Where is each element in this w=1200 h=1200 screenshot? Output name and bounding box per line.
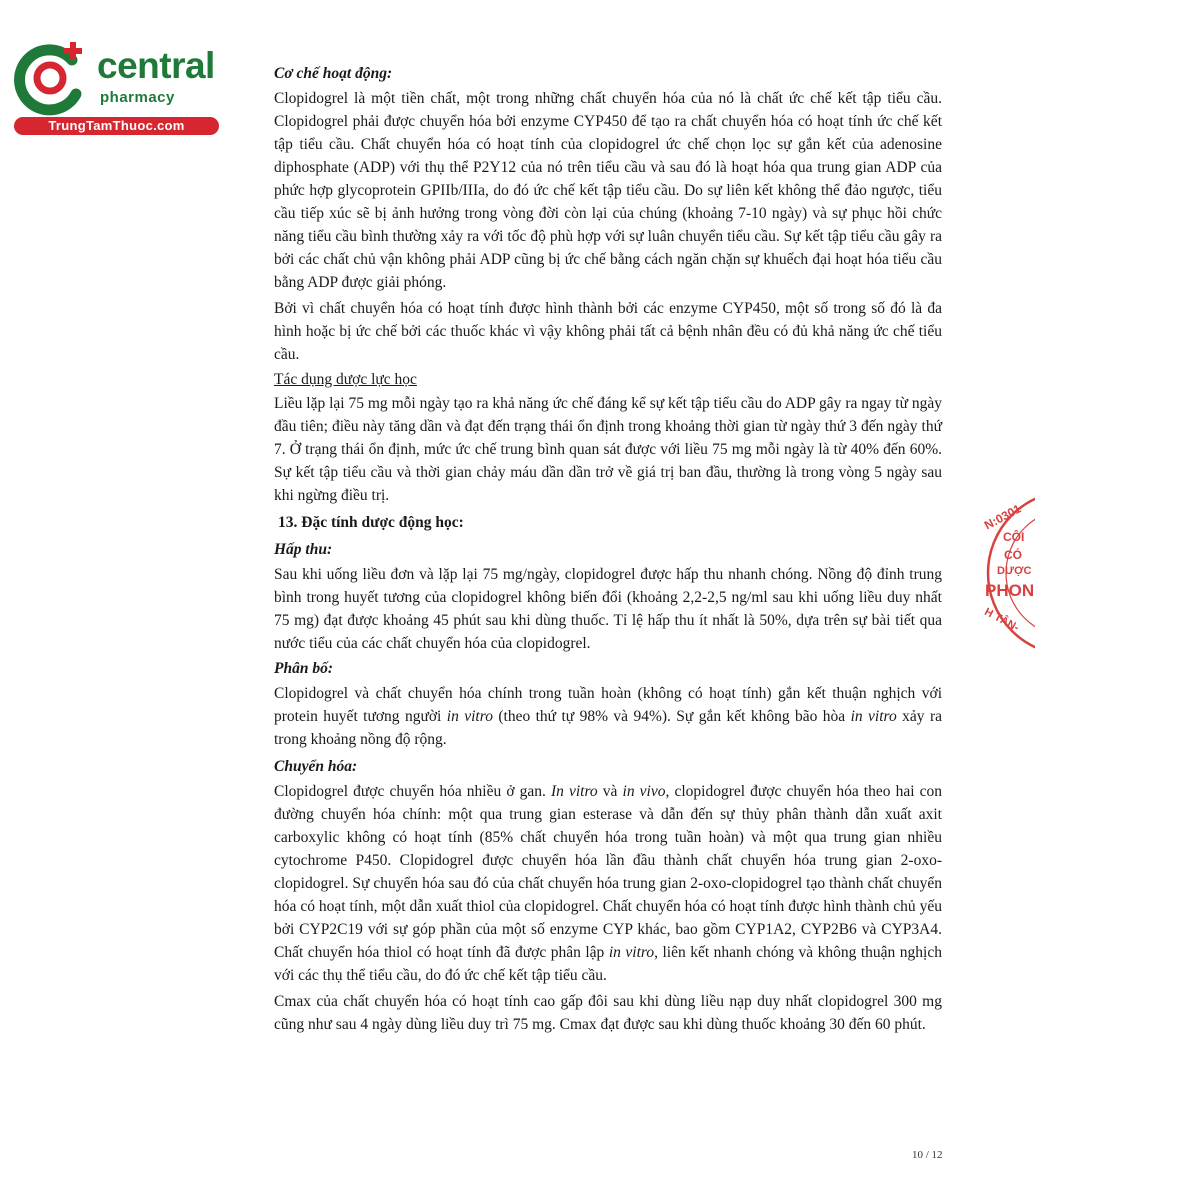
company-stamp-fragment [975, 488, 1035, 658]
logo-brand: central [97, 45, 215, 86]
stamp-text-5: PHON [985, 581, 1035, 600]
logo-subtitle: pharmacy [100, 89, 175, 106]
mechanism-heading: Cơ chế hoạt động: [274, 65, 393, 82]
absorption-paragraph: Sau khi uống liều đơn và lặp lại 75 mg/ngày, clopidogrel được hấp thu nhanh chóng. Nồng độ đỉnh trung bình trong huyết tương của clopidogrel không biến đổi (khoảng 2,2-2,5 ng/ml sau khi uống liều duy nhất 75 mg) đạt được khoảng 45 phút sau khi dùng thuốc. Tỉ lệ hấp thu ít nhất là 50%, dựa trên sự bài tiết qua nước tiểu của các chất chuyển hóa của clopidogrel. [274, 566, 942, 652]
metabolism-paragraph: Clopidogrel được chuyển hóa nhiều ở gan. In vitro và in vivo, clopidogrel được chuyển hóa theo hai con đường chuyển hóa chính: một qua trung gian esterase và dẫn đến sự thủy phân thành dẫn xuất axit carboxylic không có hoạt tính (85% chất chuyển hóa trong tuần hoàn) và một qua trung gian nhiều cytochrome P450. Clopidogrel được chuyển hóa lần đầu thành chất chuyển hóa trung gian 2-oxo-clopidogrel. Sự chuyển hóa sau đó của chất chuyển hóa trung gian 2-oxo-clopidogrel tạo thành chất chuyển hóa có hoạt tính, một dẫn xuất thiol của clopidogrel. Chất chuyển hóa có hoạt tính được hình thành chủ yếu bởi CYP2C19 với sự góp phần của một số enzyme CYP khác, bao gồm CYP1A2, CYP2B6 và CYP3A4. Chất chuyển hóa thiol có hoạt tính đã được phân lập in vitro, liên kết nhanh chóng và không thuận nghịch với các thụ thể tiểu cầu, do đó ức chế kết tập tiểu cầu. [274, 783, 942, 984]
mechanism-paragraph-1: Clopidogrel là một tiền chất, một trong những chất chuyển hóa của nó là chất ức chế kết tập tiểu cầu. Clopidogrel phải được chuyển hóa bởi enzyme CYP450 để tạo ra chất chuyển hóa có hoạt tính ức chế kết tập tiểu cầu. Chất chuyển hóa có hoạt tính của clopidogrel ức chế chọn lọc sự gắn kết của adenosine diphosphate (ADP) với thụ thể P2Y12 của nó trên tiểu cầu và sau đó là hoạt hóa qua trung gian ADP của phức hợp glycoprotein GPIIb/IIIa, do đó ức chế kết tập tiểu cầu. Do sự liên kết không thể đảo ngược, tiểu cầu tiếp xúc sẽ bị ảnh hưởng trong vòng đời còn lại của chúng (khoảng 7-10 ngày) và sự phục hồi chức năng tiểu cầu bình thường xảy ra với tốc độ phù hợp với sự luân chuyển tiểu cầu. Sự kết tập tiểu cầu gây ra bởi các chất chủ vận không phải ADP cũng bị ức chế bằng cách ngăn chặn sự khuếch đại hoạt hóa tiểu cầu bằng ADP được giải phóng. [274, 90, 942, 291]
distribution-heading: Phân bố: [274, 660, 333, 677]
logo-site-banner[interactable]: TrungTamThuoc.com [14, 117, 219, 135]
section-13-heading: 13. Đặc tính dược động học: [278, 514, 464, 531]
stamp-text-4: DƯỢC [997, 565, 1032, 577]
stamp-text-2: CÔI [1003, 530, 1025, 544]
pharmacodynamic-heading: Tác dụng dược lực học [274, 371, 417, 388]
page-number: 10 / 12 [912, 1149, 943, 1161]
pharmacodynamic-paragraph: Liều lặp lại 75 mg mỗi ngày tạo ra khả năng ức chế đáng kể sự kết tập tiểu cầu do ADP gây ra ngay từ ngày đầu tiên; điều này tăng dần và đạt đến trạng thái ổn định trong khoảng thời gian từ ngày thứ 3 đến ngày thứ 7. Ở trạng thái ổn định, mức ức chế trung bình quan sát được với liều 75 mg mỗi ngày là từ 40% đến 60%. Sự kết tập tiểu cầu và thời gian chảy máu dần dần trở về giá trị ban đầu, thường là trong vòng 5 ngày sau khi ngừng điều trị. [274, 395, 942, 504]
cmax-paragraph: Cmax của chất chuyển hóa có hoạt tính cao gấp đôi sau khi dùng liều nạp duy nhất clopidogrel 300 mg cũng như sau 4 ngày dùng liều duy trì 75 mg. Cmax đạt được sau khi dùng thuốc khoảng 30 đến 60 phút. [274, 993, 942, 1033]
central-pharmacy-logo [10, 38, 220, 138]
central-logo-icon [10, 38, 92, 120]
distribution-paragraph: Clopidogrel và chất chuyển hóa chính trong tuần hoàn (không có hoạt tính) gắn kết thuận nghịch với protein huyết tương người in vitro (theo thứ tự 98% và 94%). Sự gắn kết không bão hòa in vitro xảy ra trong khoảng nồng độ rộng. [274, 685, 942, 748]
metabolism-heading: Chuyển hóa: [274, 758, 358, 775]
stamp-text-1: N:0301 [982, 501, 1024, 533]
stamp-text-3: CÓ [1004, 548, 1022, 562]
document-body [274, 60, 942, 1036]
absorption-heading: Hấp thu: [274, 541, 333, 558]
stamp-text-6: H TÂN- [982, 605, 1021, 635]
mechanism-paragraph-2: Bởi vì chất chuyển hóa có hoạt tính được hình thành bởi các enzyme CYP450, một số trong số đó là đa hình hoặc bị ức chế bởi các thuốc khác vì vậy không phải tất cả bệnh nhân đều có đủ khả năng ức chế tiểu cầu. [274, 300, 942, 363]
